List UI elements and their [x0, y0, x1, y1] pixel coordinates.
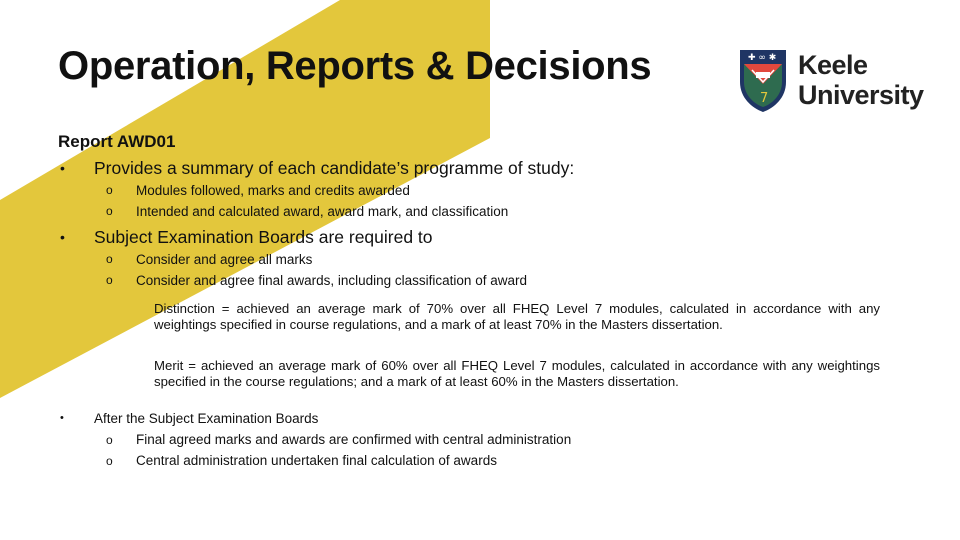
keele-shield-icon — [738, 48, 788, 114]
report-heading: Report AWD01 — [58, 132, 176, 151]
sub-bullet-icon: o — [106, 183, 113, 197]
sub-bullet-icon: o — [106, 273, 113, 287]
bullet-1-sub-2: Intended and calculated award, award mark, and classification — [136, 204, 509, 219]
svg-text:7: 7 — [760, 91, 769, 106]
svg-text:✚ ∞ ✱: ✚ ∞ ✱ — [748, 53, 777, 63]
bullet-2-text: Subject Examination Boards are required to — [94, 227, 433, 247]
bullet-2-sub-2: Consider and agree final awards, including classification of award — [136, 273, 527, 288]
bullet-icon: • — [60, 412, 64, 424]
bullet-icon: • — [60, 160, 65, 176]
bullet-1-text: Provides a summary of each candidate’s programme of study: — [94, 158, 575, 178]
slide-title: Operation, Reports & Decisions — [58, 44, 652, 88]
sub-bullet-icon: o — [106, 433, 113, 447]
after-sub-2: Central administration undertaken final calculation of awards — [136, 453, 497, 468]
logo-text-keele: Keele — [798, 50, 868, 80]
distinction-paragraph: Distinction = achieved an average mark of 70% over all FHEQ Level 7 modules, calculated in accordance with any weightings specified in course regulations, and a mark of at least 70% in the Masters dissertation. — [154, 301, 880, 332]
merit-paragraph: Merit = achieved an average mark of 60% over all FHEQ Level 7 modules, calculated in accordance with any weightings specified in the course regulations; and a mark of at least 60% in the Masters dissertation. — [154, 358, 880, 389]
sub-bullet-icon: o — [106, 252, 113, 266]
bullet-icon: • — [60, 229, 65, 245]
bullet-1-sub-1: Modules followed, marks and credits awarded — [136, 183, 410, 198]
after-boards-text: After the Subject Examination Boards — [94, 411, 319, 426]
after-sub-1: Final agreed marks and awards are confirmed with central administration — [136, 432, 572, 447]
bullet-2-sub-1: Consider and agree all marks — [136, 252, 313, 267]
sub-bullet-icon: o — [106, 204, 113, 218]
keele-logo — [738, 48, 924, 118]
logo-text-university: University — [798, 80, 924, 110]
sub-bullet-icon: o — [106, 454, 113, 468]
